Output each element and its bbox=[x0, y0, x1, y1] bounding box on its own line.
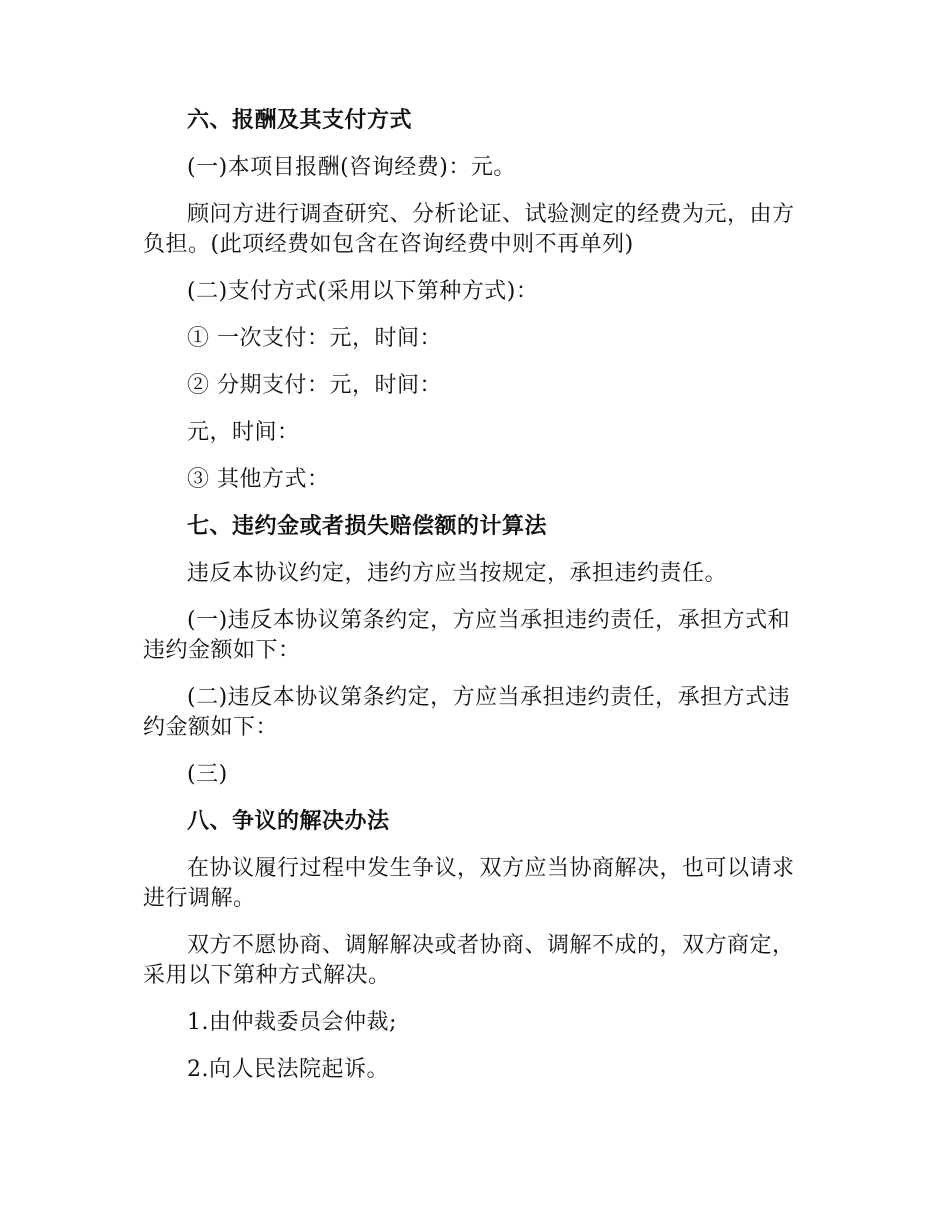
list-item-lump-sum: ① 一次支付：元，时间： bbox=[187, 326, 442, 351]
paragraph-breach-clause-1: (一)违反本协议第条约定，方应当承担违约责任，承担方式和违约金额如下： bbox=[143, 608, 791, 663]
list-item-installment: ② 分期支付：元，时间： bbox=[187, 373, 442, 398]
paragraph-breach-clause-2: (二)违反本协议第条约定，方应当承担违约责任，承担方式违约金额如下： bbox=[143, 685, 791, 740]
paragraph-payment-method: (二)支付方式(采用以下第种方式)： bbox=[187, 279, 539, 304]
section-heading-payment: 六、报酬及其支付方式 bbox=[187, 108, 413, 133]
list-item-other-method: ③ 其他方式： bbox=[187, 467, 330, 492]
document-body bbox=[143, 106, 808, 1085]
paragraph-breach-liability: 违反本协议约定，违约方应当按规定，承担违约责任。 bbox=[187, 561, 728, 586]
section-heading-penalty: 七、违约金或者损失赔偿额的计算法 bbox=[187, 514, 548, 539]
list-item-arbitration: 1.由仲裁委员会仲裁; bbox=[187, 1010, 397, 1035]
list-item-court: 2.向人民法院起诉。 bbox=[187, 1057, 389, 1082]
paragraph-dispute-negotiation: 在协议履行过程中发生争议，双方应当协商解决，也可以请求进行调解。 bbox=[143, 856, 795, 911]
paragraph-fee-amount: (一)本项目报酬(咨询经费)：元。 bbox=[187, 155, 516, 180]
paragraph-research-expenses: 顾问方进行调查研究、分析论证、试验测定的经费为元，由方负担。(此项经费如包含在咨询经费中则不再单列) bbox=[143, 202, 795, 257]
paragraph-breach-clause-3: (三) bbox=[187, 762, 228, 787]
list-item-installment-2: 元，时间： bbox=[187, 420, 300, 445]
paragraph-dispute-resolution: 双方不愿协商、调解解决或者协商、调解不成的，双方商定，采用以下第种方式解决。 bbox=[143, 933, 795, 988]
section-heading-dispute: 八、争议的解决办法 bbox=[187, 809, 390, 834]
